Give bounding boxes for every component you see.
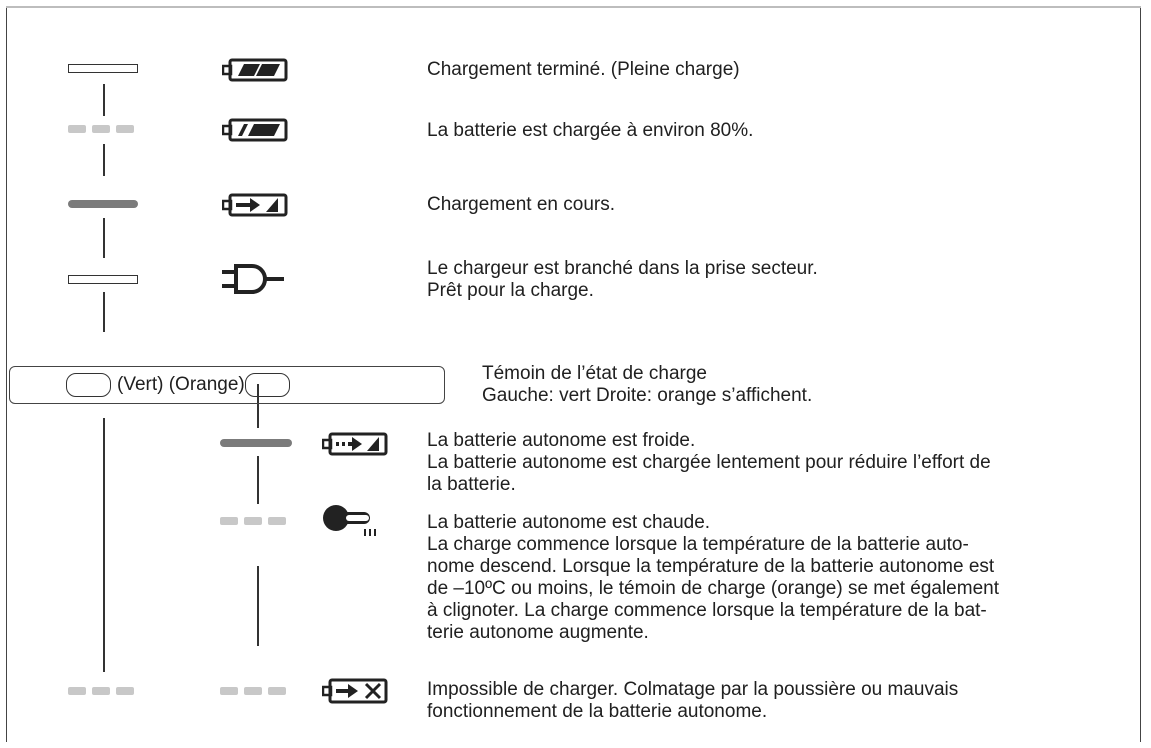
led-green-blinking [68,125,134,133]
plug-icon [222,264,288,294]
led-orange-blinking [220,517,286,525]
connector-line [103,144,105,176]
legend-description: Témoin de l’état de charge Gauche: vert Droite: orange s’affichent. [482,363,813,406]
led-green-off [68,275,138,284]
status-text-error: Impossible de charger. Colmatage par la poussière ou mauvais fonctionnement de la batterie autonome. [427,679,959,722]
connector-line [257,566,259,646]
legend-labels: (Vert) (Orange) [117,374,245,395]
status-text-80-percent: La batterie est chargée à environ 80%. [427,120,754,141]
indicator-orange-outline [245,373,290,397]
top-border [6,6,1141,8]
battery-charging-icon [222,193,288,217]
connector-line [103,418,105,672]
battery-full-icon [222,58,288,82]
status-text-hot: La batterie autonome est chaude. La charge commence lorsque la température de la batterie auto- nome descend. Lorsque la température de la batterie autonome est de –10ºC ou moins, le témoin de charge (orange) se met également à clignoter. La charge commence lorsque la température de la bat- terie autonome augmente. [427,512,999,643]
led-orange-blinking [220,687,286,695]
battery-80-icon [222,118,288,142]
connector-line [257,456,259,504]
connector-line [103,84,105,116]
led-green-off [68,64,138,73]
led-green-lit [68,200,138,208]
connector-line [103,292,105,332]
status-text-full-charge: Chargement terminé. (Pleine charge) [427,59,740,80]
thermometer-hot-icon [322,504,382,540]
led-orange-lit [220,439,292,447]
connector-line [103,218,105,258]
indicator-green-outline [66,373,111,397]
battery-slow-charge-icon [322,432,388,456]
status-text-plugged: Le chargeur est branché dans la prise secteur. Prêt pour la charge. [427,258,818,301]
status-text-charging: Chargement en cours. [427,194,615,215]
status-text-cold: La batterie autonome est froide. La batterie autonome est chargée lentement pour réduire l’effort de la batterie. [427,430,991,495]
battery-error-icon [322,678,388,704]
led-green-blinking [68,687,134,695]
